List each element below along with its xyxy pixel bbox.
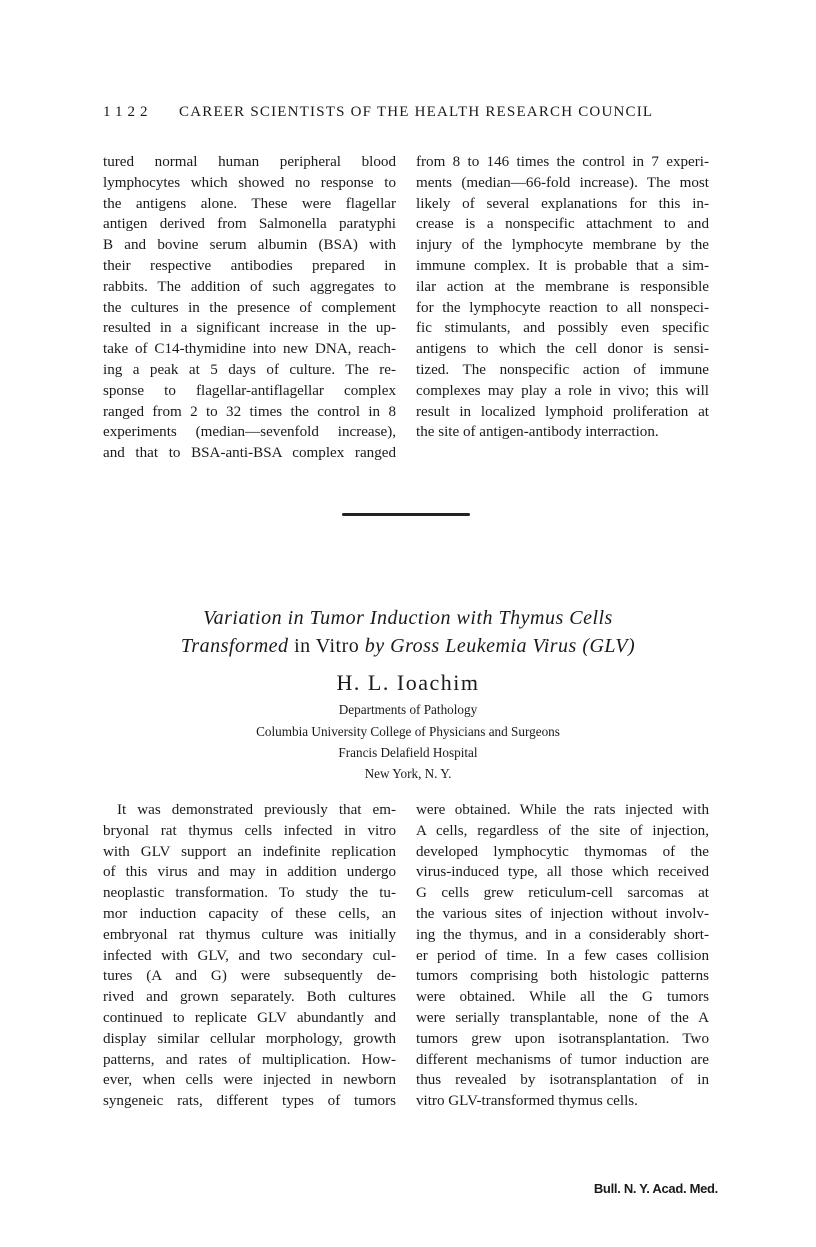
text-line: ranged from 2 to 32 times the control in 8 bbox=[103, 403, 396, 420]
text-line: were obtained. While the rats injected with bbox=[416, 802, 709, 818]
text-line: mor induction capacity of these cells, an bbox=[103, 905, 396, 922]
text-line: from 8 to 146 times the control in 7 experi- bbox=[416, 154, 709, 170]
text-line: virus-induced type, all those which received bbox=[416, 864, 709, 881]
text-line: fic stimulants, and possibly even specific bbox=[416, 320, 709, 337]
page-number: 1122 bbox=[103, 104, 153, 120]
text-line: G cells grew reticulum-cell sarcomas at bbox=[416, 885, 709, 902]
text-line: immune complex. It is probable that a sim- bbox=[416, 257, 709, 274]
text-line: crease is a nonspecific attachment to and bbox=[416, 216, 709, 233]
text-line: rabbits. The addition of such aggregates to bbox=[103, 278, 396, 295]
text-line: likely of several explanations for this in- bbox=[416, 195, 709, 212]
text-line: display similar cellular morphology, growth bbox=[103, 1030, 396, 1047]
running-title: CAREER SCIENTISTS OF THE HEALTH RESEARCH COUNCIL bbox=[179, 104, 654, 120]
text-line: neoplastic transformation. To study the tu- bbox=[103, 885, 396, 902]
column-bottom-left bbox=[103, 800, 396, 1112]
title-part: by Gross Leukemia Virus (GLV) bbox=[364, 635, 636, 657]
text-line: result in localized lymphoid proliferation at bbox=[416, 403, 709, 420]
text-line: experiments (median—sevenfold increase), bbox=[103, 424, 396, 441]
text-line: injury of the lymphocyte membrane by the bbox=[416, 237, 709, 254]
text-line: tumors grew upon isotransplantation. Two bbox=[416, 1030, 709, 1047]
text-line: A cells, regardless of the site of injection, bbox=[416, 822, 709, 839]
text-line: vitro GLV-transformed thymus cells. bbox=[416, 1093, 638, 1110]
text-line: embryonal rat thymus culture was initially bbox=[103, 926, 396, 943]
text-line: sponse to flagellar-antiflagellar complex bbox=[103, 382, 396, 399]
text-line: er period of time. In a few cases collision bbox=[416, 947, 709, 964]
text-line: tized. The nonspecific action of immune bbox=[416, 361, 709, 378]
text-line: B and bovine serum albumin (BSA) with bbox=[103, 237, 396, 254]
text-line: tumors comprising both histologic patterns bbox=[416, 968, 709, 985]
column-top-right bbox=[416, 152, 709, 443]
text-line: resulted in a significant increase in the up- bbox=[103, 320, 396, 337]
text-line: the site of antigen-antibody interraction. bbox=[416, 424, 659, 441]
text-line: were serially transplantable, none of the A bbox=[416, 1009, 709, 1026]
text-line: ing the thymus, and in a considerably short- bbox=[416, 926, 709, 943]
text-line: tured normal human peripheral blood bbox=[103, 154, 396, 170]
title-part: Transformed bbox=[180, 635, 289, 657]
author-name: H. L. Ioachim bbox=[336, 670, 480, 695]
text-line: different mechanisms of tumor induction are bbox=[416, 1051, 709, 1068]
text-line: with GLV support an indefinite replication bbox=[103, 843, 396, 860]
text-line: their respective antibodies prepared in bbox=[103, 257, 396, 274]
text-line: bryonal rat thymus cells infected in vitro bbox=[103, 822, 396, 839]
column-bottom-right bbox=[416, 800, 709, 1112]
text-line: ilar action at the membrane is responsible bbox=[416, 278, 709, 295]
text-line: continued to replicate GLV abundantly and bbox=[103, 1009, 396, 1026]
section-divider bbox=[342, 513, 470, 516]
text-line: patterns, and rates of multiplication. How- bbox=[103, 1051, 396, 1068]
text-line: of this virus and may in addition undergo bbox=[103, 864, 396, 881]
text-line: lymphocytes which showed no response to bbox=[103, 174, 396, 191]
text-line: syngeneic rats, different types of tumors bbox=[103, 1093, 396, 1110]
text-line: take of C14-thymidine into new DNA, reach- bbox=[103, 341, 396, 358]
affiliation-line: New York, N. Y. bbox=[364, 766, 452, 781]
text-line: thus revealed by isotransplantation of in bbox=[416, 1072, 709, 1089]
text-line: tures (A and G) were subsequently de- bbox=[103, 968, 396, 985]
journal-citation: Bull. N. Y. Acad. Med. bbox=[593, 1181, 718, 1196]
affiliation-line: Departments of Pathology bbox=[338, 702, 478, 717]
text-line: antigens to which the cell donor is sensi- bbox=[416, 341, 709, 358]
text-line: infected with GLV, and two secondary cul- bbox=[103, 947, 396, 964]
affiliation-line: Francis Delafield Hospital bbox=[338, 745, 478, 760]
text-line: complexes may play a role in vivo; this will bbox=[416, 382, 709, 399]
text-line: the cultures in the presence of complement bbox=[103, 299, 396, 316]
column-top-left bbox=[103, 152, 396, 464]
affiliation-line: Columbia University College of Physicians and Surgeons bbox=[256, 724, 560, 739]
text-line: and that to BSA-anti-BSA complex ranged bbox=[103, 445, 396, 462]
text-line: were obtained. While all the G tumors bbox=[416, 989, 709, 1006]
title-line-2 bbox=[80, 632, 736, 660]
text-line: antigen derived from Salmonella paratyphi bbox=[103, 216, 396, 233]
text-line: ments (median—66-fold increase). The most bbox=[416, 174, 709, 191]
text-line: for the lymphocyte reaction to all nonspeci- bbox=[416, 299, 709, 316]
text-line: rived and grown separately. Both cultures bbox=[103, 989, 396, 1006]
title-part-roman: in Vitro bbox=[288, 635, 365, 657]
text-line: ever, when cells were injected in newborn bbox=[103, 1072, 396, 1089]
text-line: It was demonstrated previously that em- bbox=[117, 802, 396, 818]
text-line: developed lymphocytic thymomas of the bbox=[416, 843, 709, 860]
article-title bbox=[80, 604, 736, 660]
text-line: the various sites of injection without involv- bbox=[416, 905, 709, 922]
title-line-1: Variation in Tumor Induction with Thymus Cells bbox=[203, 607, 613, 629]
text-line: ing a peak at 5 days of culture. The re- bbox=[103, 361, 396, 378]
text-line: the antigens alone. These were flagellar bbox=[103, 195, 396, 212]
